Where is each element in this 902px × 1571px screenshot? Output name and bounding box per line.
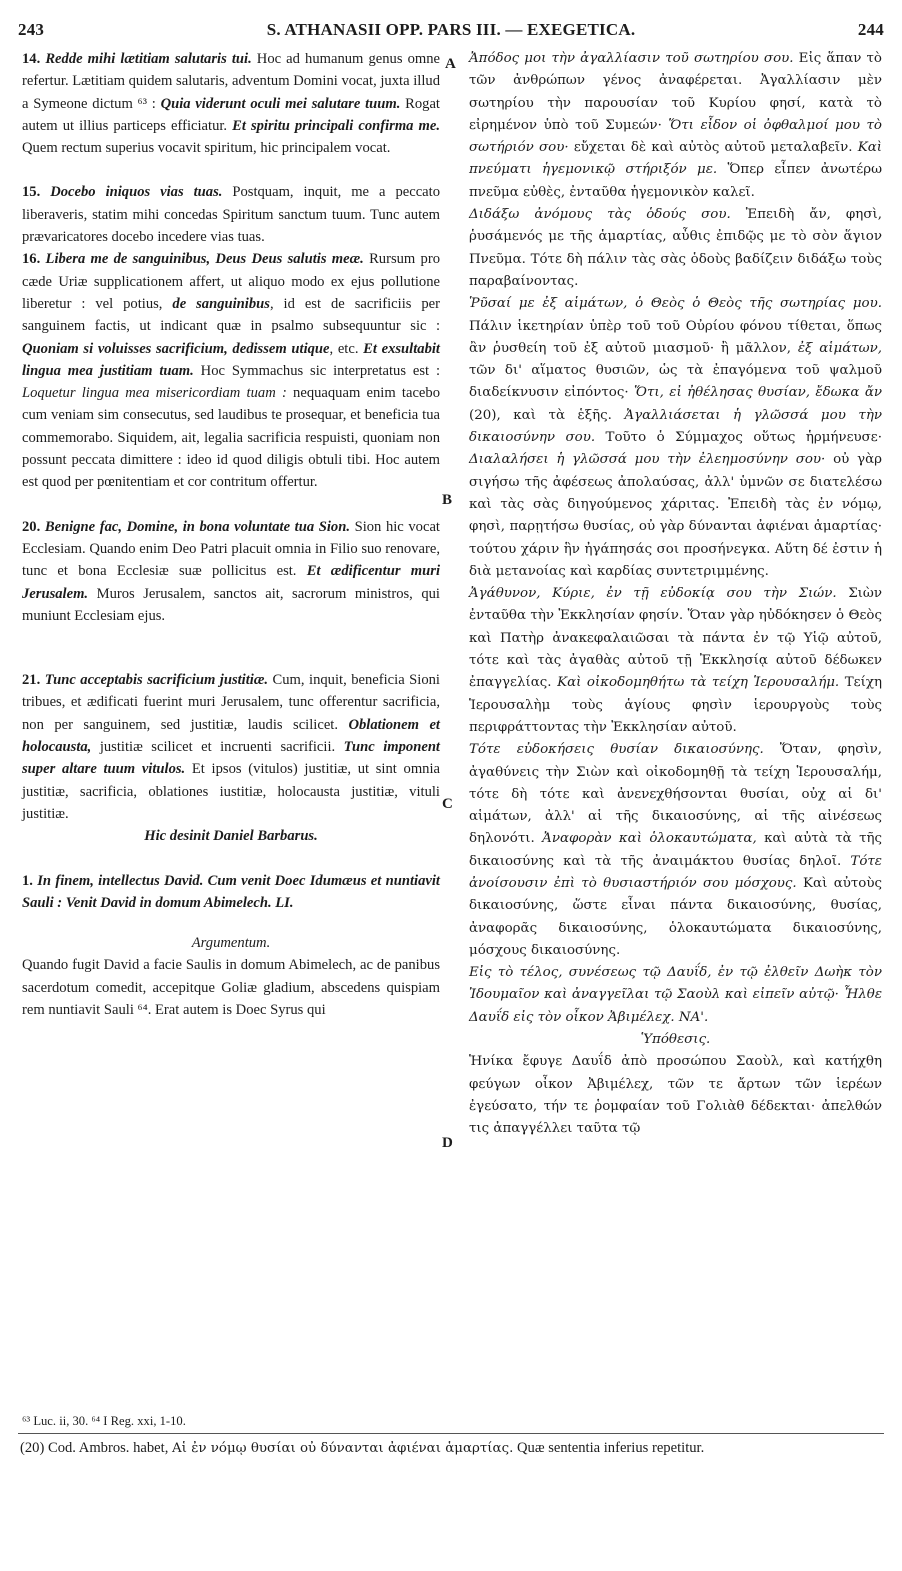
quotation: Quoniam si voluisses sacrificium, dedissem utique <box>22 340 330 357</box>
latin-verse-20 <box>22 516 440 627</box>
footnote-greek: Αἱ ἐν νόμῳ θυσίαι οὐ δύνανται ἀφιέναι ἁμαρτίας. <box>172 1441 514 1456</box>
psalm-title-text: In finem, intellectus David. Cum venit Doec Idumæus et nuntiavit Sauli : Venit David in domum Abimelech. LI. <box>22 872 440 911</box>
verse-lemma: Libera me de sanguinibus, Deus Deus salutis meæ. <box>45 251 364 268</box>
greek-verse-14 <box>469 48 882 204</box>
commentary-text: Hoc ad humanum genus omne refertur. Lætitiam quidem salutaris, adventum Domini vocat, juxta illud a Symeone dictum <box>22 51 440 112</box>
greek-verse-16 <box>469 293 882 583</box>
verse-lemma: Tunc acceptabis sacrificium justitiæ. <box>44 672 269 689</box>
page-number-right: 244 <box>857 20 884 39</box>
quotation: de sanguinibus <box>172 295 270 312</box>
commentary-text: Muros Jerusalem, sanctos ait, sacrorum ministros, qui muniunt Ecclesiam ejus. <box>22 585 440 624</box>
scripture-footnotes: ⁶³ Luc. ii, 30. ⁶⁴ I Reg. xxi, 1-10. <box>22 1414 186 1428</box>
quotation: Loquetur lingua mea misericordiam tuam : <box>22 385 287 402</box>
greek-verse-20 <box>469 583 882 739</box>
commentary-text: Σιὼν ἐνταῦθα τὴν Ἐκκλησίαν φησίν. Ὅταν γὰρ ηὐδόκησεν ὁ Θεὸς καὶ Πατὴρ ἀνακεφαλαιῶσαι τὰ πάντα ἐν τῷ Υἱῷ αὐτοῦ, τότε καὶ τὰς ἀγαθὰς αὐτοῦ τῇ Ἐκκλησίᾳ αὐτοῦ δέδωκεν ἐπαγγελίας. <box>469 586 882 691</box>
latin-verse-16 <box>22 248 440 493</box>
verse-lemma: Redde mihi lætitiam salutaris tui. <box>45 51 252 67</box>
quotation: Tunc imponent super altare tuum vitulos. <box>22 739 440 778</box>
verse-lemma: Διδάξω ἀνόμους τὰς ὁδούς σου. <box>469 207 731 223</box>
greek-column <box>469 48 882 1141</box>
argumentum-heading: Argumentum. <box>191 935 271 952</box>
hypothesis-text: Ἡνίκα ἔφυγε Δαυΐδ ἀπὸ προσώπου Σαοὺλ, καὶ κατήχθη φεύγων οἶκον Ἀβιμέλεχ, τῶν τε ἄρτων τῶν ἱερέων ἐγεύσατο, τήν τε ῥομφαίαν τοῦ Γολιὰθ δέδεκται· ἀπελθών τις ἀπαγγέλλει ταῦτα τῷ <box>469 1054 882 1137</box>
footnote-divider <box>18 1433 884 1434</box>
commentary-text: καὶ αὐτὰ τὰ τῆς δικαιοσύνης καὶ τὰ τῆς ἀναιμάκτου θυσίας δηλοῖ. <box>469 831 882 869</box>
commentary-text: Et ipsos (vitulos) justitiæ, ut sint omnia justitiæ, sacrificia, oblationes iustitiæ, holocausta justitiæ, vituli justitiæ. <box>22 761 441 822</box>
verse-number: 20. <box>22 518 41 535</box>
commentary-text: Rogat autem ut illius particeps efficiatur. <box>22 95 440 134</box>
desinit-line: Hic desinit Daniel Barbarus. <box>144 828 318 845</box>
verse-number: 16. <box>22 251 41 268</box>
verse-lemma: Benigne fac, Domine, in bona voluntate tua Sion. <box>44 518 350 535</box>
commentary-text: οὐ γὰρ σιγήσω τῆς ἀφέσεως ἀπολαύσας, ἀλλ' ὑμνῶν σε διατελέσω καὶ τὰς σὰς διηγούμενος χάριτας. Ἐπειδὴ τὰς ἐν νόμῳ, φησὶ, παρῃτήσω θυσίας, οὐ γὰρ δύνανται ἀφιέναι ἁμαρτίας· τούτου χάριν ἣν ἠγάπησάς σοι προσήνεγκα. Αὕτη δέ ἐστιν ἡ διὰ μετανοίας καὶ καρδίας συντετριμμένης. <box>469 452 882 579</box>
quotation: Ὅτι εἶδον οἱ ὀφθαλμοί μου τὸ σωτήριόν σου· <box>469 117 882 156</box>
verse-number: 14. <box>22 51 41 67</box>
verse-lemma: Ἀπόδος μοι τὴν ἀγαλλίασιν τοῦ σωτηρίου σου. <box>469 51 794 66</box>
margin-letter-d: D <box>442 1135 453 1151</box>
quotation: Ἀγαλλιάσεται ἡ γλῶσσά μου τὴν δικαιοσύνην σου. <box>469 407 882 446</box>
quotation: Et ædificentur muri Jerusalem. <box>22 563 441 602</box>
latin-column <box>22 48 440 1021</box>
latin-verse-14 <box>22 48 440 159</box>
verse-number: 15. <box>22 184 41 201</box>
quotation: Et exsultabit lingua mea justitiam tuam. <box>22 340 440 379</box>
quotation: Et spiritu principali confirma me. <box>232 117 440 134</box>
footnote-ref: ⁶³ <box>137 95 148 112</box>
verse-lemma: Τότε εὐδοκήσεις θυσίαν δικαιοσύνης. <box>469 742 764 758</box>
commentary-text: (20), καὶ τὰ ἑξῆς. <box>469 407 625 423</box>
footnote-ref: ⁶⁴ <box>137 1001 148 1018</box>
quotation: Ἀναφορὰν καὶ ὁλοκαυτώματα, <box>542 831 757 847</box>
commentary-text: Εἰς ἅπαν τὸ τῶν ἀνθρώπων γένος ἀναφέρεται. Ἀγαλλίασιν μὲν σωτηρίου τὴν παρουσίαν τοῦ Κυρίου φησί, κατὰ τὸ εἰρημένον ὑπὸ τοῦ Συμεών· <box>469 51 882 133</box>
running-header <box>18 20 884 44</box>
commentary-text: , id est de sacrificiis per sanguinem factis, ut indicant quæ in psalmo subsequuntur sic : <box>22 295 440 335</box>
argumentum-text <box>22 954 440 1021</box>
hypothesis-heading: Ὑπόθεσις. <box>640 1032 711 1048</box>
commentary-text: , etc. <box>329 340 364 357</box>
quotation: Διαλαλήσει ἡ γλῶσσά μου τὴν ἐλεημοσύνην σου· <box>469 452 826 468</box>
quotation: Καὶ πνεύματι ἡγεμονικῷ στήριξόν με. <box>469 140 882 178</box>
commentary-text: nequaquam enim tacebo cum veniam sim consecutus, sed laudibus te prosequar, et beneficia tua commemorabo. Siquidem, ait, legalia sacrificia respuisti, quoniam non possunt peccata dimittere : ideo id quod diligis obtuli tibi. Hoc autem est quod per pœnitentiam et cor contritum offertur. <box>22 385 440 491</box>
commentary-text: Ἐπειδὴ ἄν, φησὶ, ῥυσάμενός με τῆς ἁμαρτίας, αὖθις ἐπιδῷς με τὸ σὸν ἅγιον Πνεῦμα. Τότε δὴ πάλιν τὰς σὰς ὁδοὺς βαδίζειν διδάξω τοὺς παραβαίνοντας. <box>469 207 882 289</box>
verse-lemma: Ῥῦσαί με ἐξ αἱμάτων, ὁ Θεὸς ὁ Θεὸς τῆς σωτηρίας μου. <box>469 296 882 312</box>
critical-footnote <box>20 1437 884 1460</box>
commentary-text: Τοῦτο ὁ Σύμμαχος οὕτως ἡρμήνευσε· <box>595 430 882 446</box>
commentary-text: Hoc Symmachus sic interpretatus est : <box>193 362 440 379</box>
latin-verse-15 <box>22 181 440 248</box>
commentary-text: justitiæ scilicet et incruenti sacrificii. <box>91 739 344 756</box>
commentary-text: Πάλιν ἱκετηρίαν ὑπὲρ τοῦ τοῦ Οὐρίου φόνου τίθεται, ὅπως ἂν ῥυσθείη τοῦ ἐξ αὐτοῦ μιασμοῦ· ἢ μᾶλλον, <box>469 318 882 356</box>
margin-letter-a: A <box>445 56 456 72</box>
quotation: Τότε ἀνοίσουσιν ἐπὶ τὸ θυσιαστήριόν σου μόσχους. <box>469 853 882 891</box>
commentary-text: Quando fugit David a facie Saulis in domum Abimelech, ac de panibus sacerdotum comedit, accepitque Goliæ gladium, abscedens quispiam rem nuntiavit Sauli <box>22 957 440 1018</box>
commentary-text: τῶν δι' αἵματος θυσιῶν, ὡς τὰ ἐπαγόμενα τοῦ ψαλμοῦ διαδείκνυσιν εἰπόντος· <box>469 363 882 401</box>
commentary-text: Rursum pro cæde Uriæ supplicationem affert, ut aliquo modo ex ejus pollutione liberetur : vel potius, <box>22 251 441 312</box>
quotation: Καὶ οἰκοδομηθήτω τὰ τείχη Ἱερουσαλήμ. <box>557 675 840 691</box>
verse-lemma: Docebo iniquos vias tuas. <box>50 184 223 201</box>
commentary-text: . Erat autem is Doec Syrus qui <box>147 1001 326 1018</box>
commentary-text: Ὅπερ εἶπεν ἀνωτέρω πνεῦμα εὐθὲς, ἐνταῦθα ἡγεμονικὸν καλεῖ. <box>469 162 882 200</box>
commentary-text: Postquam, inquit, me a peccato liberaveris, statim mihi concedas Spiritum sanctum tuum. Tunc autem prævaricatores docebo incedere vias tuas. <box>22 184 440 246</box>
greek-verse-21 <box>469 739 882 962</box>
verse-number: 21. <box>22 672 41 689</box>
commentary-text: εὔχεται δὲ καὶ αὐτὸς αὐτοῦ μεταλαβεῖν. <box>568 140 858 156</box>
commentary-text: Ὅταν, φησὶν, ἀγαθύνεις τὴν Σιὼν καὶ οἰκοδομηθῇ τὰ τείχη Ἱερουσαλήμ, τότε δὴ τότε καὶ ἀνενεχθήσονται θυσίαι, οὐχ αἱ δι' αἱμάτων, ἀλλ' αἱ τῆς δικαιοσύνης, αἱ τῆς αἰνέσεως δηλονότι. <box>469 742 882 847</box>
commentary-text: Cum, inquit, beneficia Sioni tribues, et ædificati fuerint muri Jerusalem, tunc offerentur sacrificia, non per sanguinem, sed justitiæ, laudis scilicet. <box>22 672 440 733</box>
margin-letter-c: C <box>442 796 453 812</box>
greek-psalm-title: Εἰς τὸ τέλος, συνέσεως τῷ Δαυΐδ, ἐν τῷ ἐλθεῖν Δωὴκ τὸν Ἰδουμαῖον καὶ ἀναγγεῖλαι τῷ Σαοὺλ καὶ εἰπεῖν αὐτῷ· Ἦλθε Δαυΐδ εἰς τὸν οἶκον Ἀβιμέλεχ. ΝΑ'. <box>469 965 882 1025</box>
footnote-text: (20) Cod. Ambros. habet, <box>20 1440 173 1456</box>
running-title: S. ATHANASII OPP. PARS III. — EXEGETICA. <box>266 20 636 39</box>
commentary-text: Sion hic vocat Ecclesiam. Quando enim Deo Patri placuit omnia in Filio suo renovare, tunc et bona Ecclesiæ suæ pollicitus est. <box>22 518 440 580</box>
quotation: Ὅτι, εἰ ἠθέλησας θυσίαν, ἔδωκα ἄν <box>634 385 882 401</box>
latin-psalm-title <box>22 870 440 915</box>
commentary-text: Τείχη Ἱερουσαλὴμ τοὺς ἁγίους φησὶν ἱερουργοὺς τοὺς περιφράττοντας τὴν Ἐκκλησίαν αὐτοῦ. <box>469 675 882 735</box>
verse-lemma: Ἀγάθυνον, Κύριε, ἐν τῇ εὐδοκίᾳ σου τὴν Σιών. <box>469 586 837 602</box>
footnote-text: Quæ sententia inferius repetitur. <box>513 1440 705 1456</box>
quotation: ἐξ αἱμάτων, <box>797 340 882 356</box>
commentary-text: Καὶ αὐτοὺς δικαιοσύνης, ὥστε εἶναι πάντα δικαιοσύνης, θυσίας, ἀναφορᾶς δικαιοσύνης, ὁλοκαυτώματα δικαιοσύνης, μόσχους δικαιοσύνης. <box>469 875 882 958</box>
commentary-text: : <box>147 95 161 112</box>
commentary-text: Quem rectum superius vocavit spiritum, hic principalem vocat. <box>22 140 391 157</box>
margin-letter-b: B <box>442 492 453 508</box>
latin-verse-21 <box>22 669 440 825</box>
page-number-left: 243 <box>18 20 45 39</box>
verse-number: 1. <box>22 872 33 889</box>
greek-verse-15 <box>469 204 882 293</box>
quotation: Quia viderunt oculi mei salutare tuum. <box>160 95 401 112</box>
quotation: Oblationem et holocausta, <box>22 716 440 756</box>
